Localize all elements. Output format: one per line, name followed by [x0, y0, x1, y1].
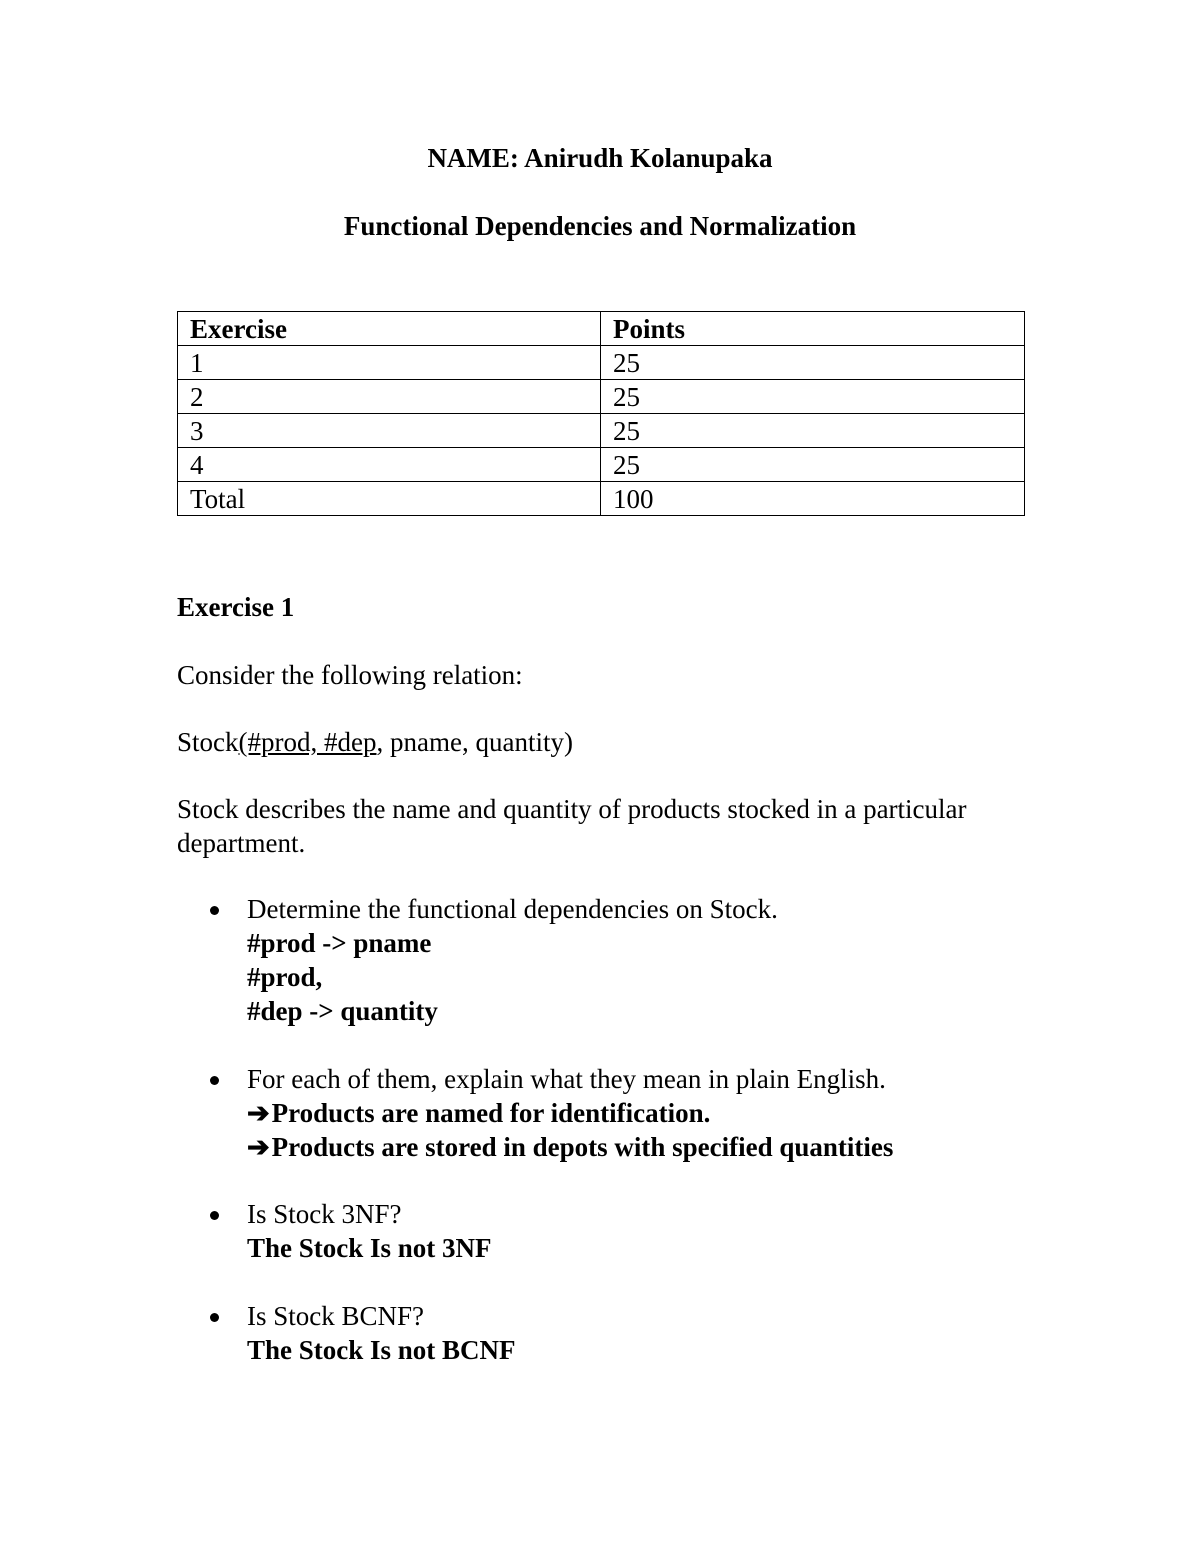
- table-row: [178, 346, 1025, 380]
- document-title: Functional Dependencies and Normalization: [343, 211, 857, 241]
- table-cell: 100: [601, 482, 1025, 516]
- table-row: [178, 448, 1025, 482]
- table-cell: Total: [178, 482, 601, 516]
- table-cell: 25: [601, 380, 1025, 414]
- right-arrow-icon: ➔: [247, 1098, 270, 1128]
- table-row: [178, 414, 1025, 448]
- relation-schema: [177, 725, 573, 759]
- student-name: NAME: Anirudh Kolanupaka: [427, 143, 773, 173]
- answer-text: #prod,: [247, 962, 323, 992]
- table-cell: 3: [178, 414, 601, 448]
- relation-description: Stock describes the name and quantity of products stocked in a particular department.: [177, 794, 967, 858]
- table-cell: 25: [601, 448, 1025, 482]
- answer-text: #dep -> quantity: [247, 996, 438, 1026]
- relation-keys: (#prod, #dep: [238, 727, 377, 757]
- column-header-points: Points: [601, 312, 1025, 346]
- bullet-icon: [210, 1076, 219, 1085]
- table-cell: 25: [601, 346, 1025, 380]
- bullet-icon: [210, 1313, 219, 1322]
- answer-text: Products are named for identification.: [271, 1098, 711, 1128]
- question-text: Is Stock 3NF?: [247, 1199, 402, 1229]
- relation-attributes: , pname, quantity): [376, 727, 573, 757]
- answer-text: The Stock Is not 3NF: [247, 1233, 492, 1263]
- exercise-heading: Exercise 1: [177, 592, 295, 622]
- points-table: [177, 311, 1025, 516]
- question-text: Is Stock BCNF?: [247, 1301, 425, 1331]
- question-text: For each of them, explain what they mean in plain English.: [247, 1064, 886, 1094]
- table-row: [178, 380, 1025, 414]
- question-text: Determine the functional dependencies on Stock.: [247, 894, 778, 924]
- table-header-row: [178, 312, 1025, 346]
- table-cell: 1: [178, 346, 601, 380]
- table-row-total: [178, 482, 1025, 516]
- table-cell: 2: [178, 380, 601, 414]
- answer-text: #prod -> pname: [247, 928, 432, 958]
- bullet-icon: [210, 1211, 219, 1220]
- answer-text: Products are stored in depots with specified quantities: [271, 1132, 894, 1162]
- bullet-icon: [210, 906, 219, 915]
- column-header-exercise: Exercise: [178, 312, 601, 346]
- right-arrow-icon: ➔: [247, 1132, 270, 1162]
- table-cell: 25: [601, 414, 1025, 448]
- table-cell: 4: [178, 448, 601, 482]
- relation-name: Stock: [177, 727, 239, 757]
- answer-text: The Stock Is not BCNF: [247, 1335, 516, 1365]
- exercise-intro: Consider the following relation:: [177, 660, 523, 690]
